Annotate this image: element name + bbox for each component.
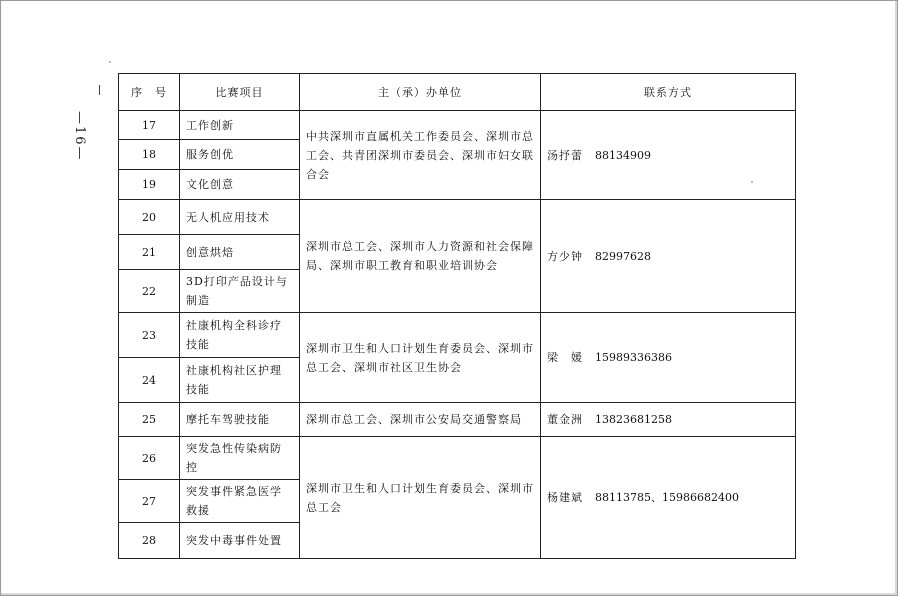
organizer-cell: 深圳市卫生和人口计划生育委员会、深圳市总工会、深圳市社区卫生协会 [300, 313, 541, 403]
competition-item: 摩托车驾驶技能 [180, 403, 300, 437]
competition-item: 服务创优 [180, 140, 300, 170]
row-number: 19 [119, 170, 180, 200]
competition-item: 突发事件紧急医学救援 [180, 480, 300, 523]
competition-table [118, 73, 796, 559]
row-number: 27 [119, 480, 180, 523]
header-seq: 序 号 [119, 74, 180, 111]
contact-phone: 82997628 [595, 249, 651, 263]
contact-phone: 88134909 [595, 148, 651, 162]
contact-cell [541, 437, 796, 559]
contact-name: 方少钟 [547, 249, 583, 263]
row-number: 21 [119, 235, 180, 270]
contact-phone: 15989336386 [595, 351, 672, 364]
contact-name: 汤抒蕾 [547, 148, 583, 162]
competition-item: 3D打印产品设计与制造 [180, 270, 300, 313]
row-number: 22 [119, 270, 180, 313]
row-number: 24 [119, 358, 180, 403]
header-item: 比赛项目 [180, 74, 300, 111]
header-organizer: 主（承）办单位 [300, 74, 541, 111]
competition-item: 文化创意 [180, 170, 300, 200]
competition-item: 社康机构社区护理技能 [180, 358, 300, 403]
organizer-cell: 中共深圳市直属机关工作委员会、深圳市总工会、共青团深圳市委员会、深圳市妇女联合会 [300, 111, 541, 200]
table-row [119, 200, 796, 235]
row-number: 26 [119, 437, 180, 480]
organizer-cell: 深圳市总工会、深圳市公安局交通警察局 [300, 403, 541, 437]
table-row [119, 111, 796, 140]
margin-mark [99, 85, 100, 95]
competition-item: 工作创新 [180, 111, 300, 140]
header-contact: 联系方式 [541, 74, 796, 111]
row-number: 18 [119, 140, 180, 170]
page-number: —16— [72, 111, 87, 162]
contact-phone: 13823681258 [595, 413, 672, 426]
contact-cell [541, 111, 796, 200]
row-number: 25 [119, 403, 180, 437]
contact-cell [541, 403, 796, 437]
table-row [119, 437, 796, 480]
table-header-row [119, 74, 796, 111]
contact-name: 杨建斌 [547, 491, 583, 504]
row-number: 23 [119, 313, 180, 358]
table-row [119, 403, 796, 437]
scan-dot [109, 61, 111, 63]
organizer-cell: 深圳市总工会、深圳市人力资源和社会保障局、深圳市职工教育和职业培训协会 [300, 200, 541, 313]
competition-item: 突发急性传染病防控 [180, 437, 300, 480]
contact-phone: 88113785、15986682400 [595, 491, 739, 504]
contact-cell [541, 313, 796, 403]
contact-cell [541, 200, 796, 313]
row-number: 17 [119, 111, 180, 140]
contact-name: 梁 媛 [547, 351, 583, 364]
table-row [119, 313, 796, 358]
contact-name: 董金洲 [547, 413, 583, 426]
competition-item: 创意烘焙 [180, 235, 300, 270]
organizer-cell: 深圳市卫生和人口计划生育委员会、深圳市总工会 [300, 437, 541, 559]
competition-item: 社康机构全科诊疗技能 [180, 313, 300, 358]
row-number: 20 [119, 200, 180, 235]
competition-item: 无人机应用技术 [180, 200, 300, 235]
competition-item: 突发中毒事件处置 [180, 523, 300, 559]
row-number: 28 [119, 523, 180, 559]
